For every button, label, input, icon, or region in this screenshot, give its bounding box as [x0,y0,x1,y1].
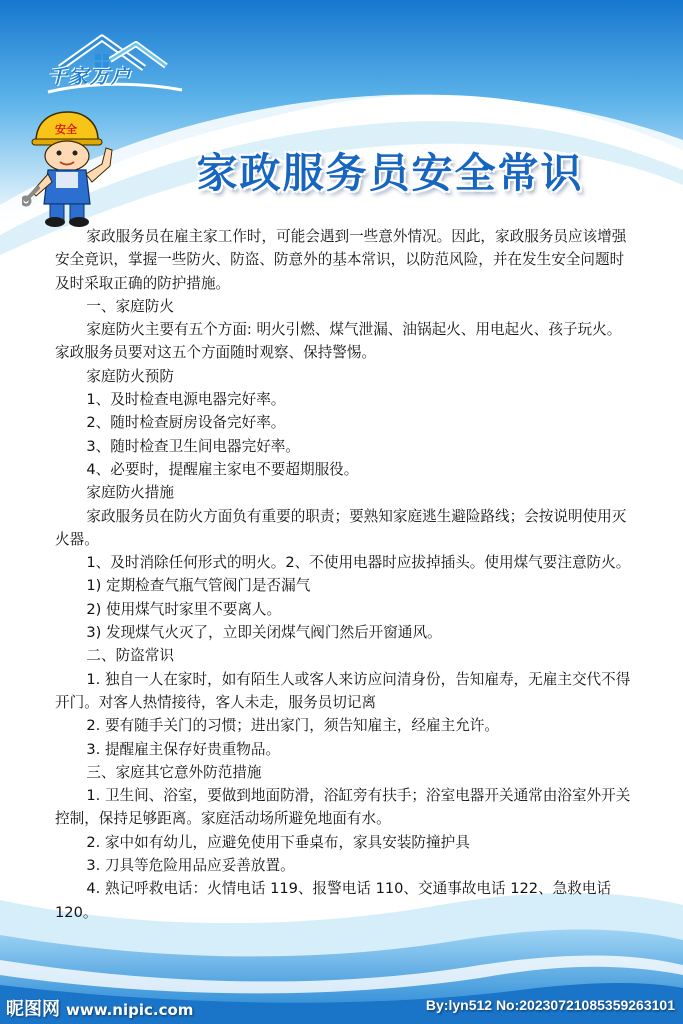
list-item: 4. 熟记呼救电话：火情电话 119、报警电话 110、交通事故电话 122、急救电话 120。 [55,880,612,921]
watermark-credit: By:lyn512 No:20230721085359263101 [425,997,675,1013]
list-item: 1、及时检查电源电器完好率。 [86,391,286,409]
list-item: 1、及时消除任何形式的明火。2、不使用电器时应拔掉插头。使用煤气要注意防火。 [86,554,631,572]
watermark-url: www.nipic.com [66,1001,194,1019]
list-item: 3) 发现煤气火灭了，立即关闭煤气阀门然后开窗通风。 [86,624,442,642]
list-item: 2. 家中如有幼儿，应避免使用下垂桌布，家具安装防撞护具 [86,833,470,851]
article-body [55,225,633,924]
list-item: 3、随时检查卫生间电器完好率。 [86,437,300,455]
intro-paragraph: 家政服务员在雇主家工作时，可能会遇到一些意外情况。因此，家政服务员应该增强安全竟识，掌握一些防火、防盗、防意外的基本常识，以防范风险，并在发生安全问题时及时采取正确的防护措施。 [55,228,627,292]
list-item: 2、随时检查厨房设备完好率。 [86,414,286,432]
subheading-fire-prevention: 家庭防火预防 [86,367,174,385]
list-item: 2) 使用煤气时家里不要离人。 [86,600,282,618]
list-item: 1. 独自一人在家时，如有陌生人或客人来访应问清身份，告知雇寿，无雇主交代不得开门。对客人热情接待，客人未走，服务员切记离 [55,670,631,711]
list-item: 1. 卫生间、浴室，要做到地面防滑，浴缸旁有扶手；浴室电器开关通常由浴室外开关控制，保持足够距离。家庭活动场所避免地面有水。 [55,787,631,828]
list-item: 1) 定期检查气瓶气管阀门是否漏气 [86,577,311,595]
page-title: 家政服务员安全常识 [196,149,584,197]
fire-duties: 家政服务员在防火方面负有重要的职责；要熟知家庭逃生避险路线；会按说明使用灭火器。 [55,507,627,548]
logo-text: 千家万户 [48,66,133,88]
fire-overview: 家庭防火主要有五个方面: 明火引燃、煤气泄漏、油锅起火、用电起火、孩子玩火。家政服务员要对这五个方面随时观察、保持警惕。 [55,321,622,362]
watermark-site [6,995,193,1021]
section-heading-other: 三、家庭其它意外防范措施 [86,763,262,781]
watermark-site-name: 昵图网 [6,999,60,1020]
list-item: 3. 提醒雇主保存好贵重物品。 [86,740,281,758]
section-heading-fire: 一、家庭防火 [86,297,174,315]
list-item: 3. 刀具等危险用品应妥善放置。 [86,857,295,875]
helmet-label: 安全 [55,123,77,136]
subheading-fire-measures: 家庭防火措施 [86,484,174,502]
list-item: 2. 要有随手关门的习惯；进出家门，须告知雇主，经雇主允许。 [86,717,499,735]
list-item: 4、必要时，提醒雇主家电不要超期服役。 [86,460,359,478]
section-heading-theft: 二、防盗常识 [86,647,174,665]
worker-mascot-icon [22,108,118,228]
